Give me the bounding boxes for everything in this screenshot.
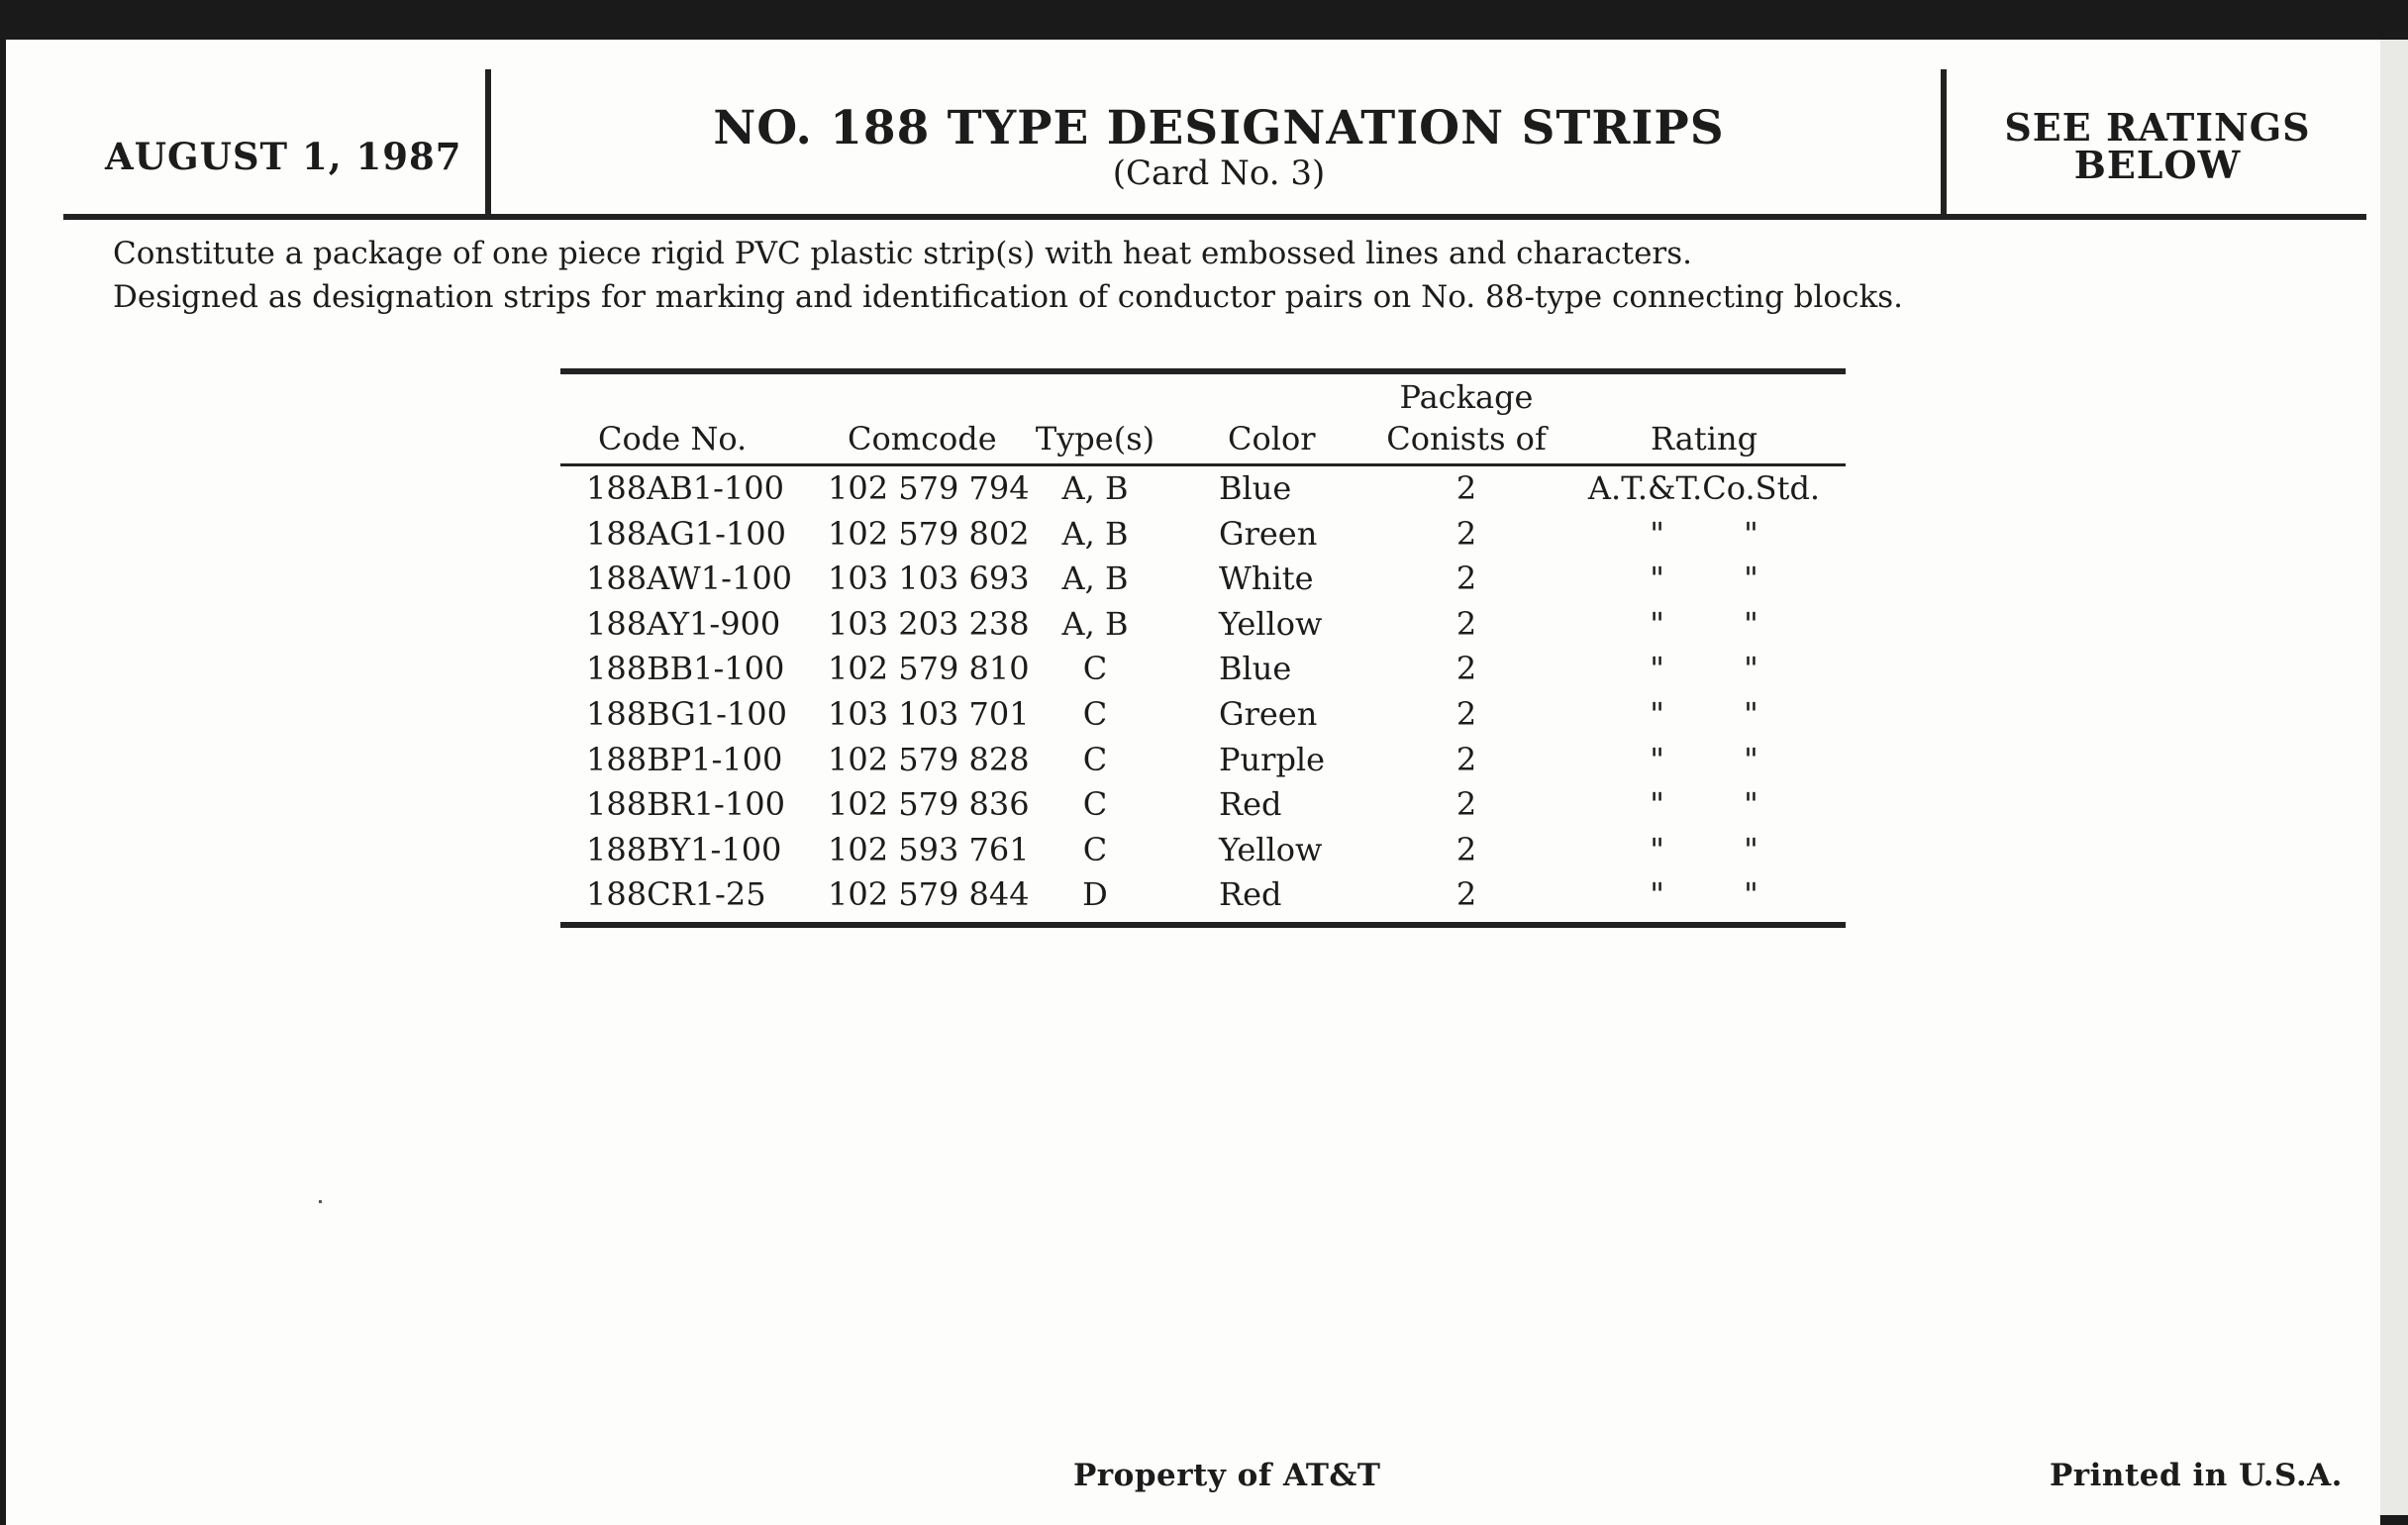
footer-printed: Printed in U.S.A. bbox=[2050, 1458, 2343, 1493]
cell-rating: " " bbox=[1650, 830, 1758, 868]
card-date: AUGUST 1, 1987 bbox=[105, 135, 462, 178]
cell-comcode: 102 579 794 bbox=[828, 469, 1030, 507]
cell-comcode: 103 103 701 bbox=[828, 694, 1030, 733]
cell-package: 2 bbox=[1455, 650, 1477, 688]
cell-color: Blue bbox=[1219, 469, 1292, 507]
intro-text bbox=[113, 232, 1903, 319]
cell-code: 188CR1-25 bbox=[586, 875, 766, 914]
speck-mark bbox=[319, 1200, 322, 1203]
card-subtitle: (Card No. 3) bbox=[1112, 153, 1326, 193]
catalog-card bbox=[6, 40, 2380, 1525]
cell-rating: " " bbox=[1650, 604, 1758, 643]
cell-types: A, B bbox=[1061, 469, 1129, 507]
cell-package: 2 bbox=[1455, 740, 1477, 778]
cell-comcode: 102 593 761 bbox=[828, 830, 1030, 868]
cell-rating: " " bbox=[1650, 785, 1758, 824]
header-rule bbox=[63, 214, 2366, 220]
card-edge bbox=[2380, 40, 2408, 1515]
ratings-note-line1: SEE RATINGS bbox=[2004, 105, 2311, 150]
cell-package: 2 bbox=[1455, 604, 1477, 643]
cell-code: 188AG1-100 bbox=[586, 514, 786, 553]
cell-code: 188AB1-100 bbox=[586, 469, 784, 507]
cell-types: C bbox=[1082, 650, 1108, 688]
table-header bbox=[560, 374, 1846, 463]
cell-rating: " " bbox=[1650, 875, 1758, 914]
intro-line-1: Constitute a package of one piece rigid PVC plastic strip(s) with heat embossed lines and characters. bbox=[113, 236, 1693, 271]
cell-rating: A.T.&T.Co.Std. bbox=[1587, 469, 1821, 507]
header-rating: Rating bbox=[1650, 420, 1758, 458]
cell-package: 2 bbox=[1455, 830, 1477, 868]
cell-comcode: 103 203 238 bbox=[828, 604, 1030, 643]
cell-color: Red bbox=[1219, 785, 1282, 824]
header-types: Type(s) bbox=[1035, 420, 1155, 458]
table-body bbox=[560, 466, 1846, 918]
cell-package: 2 bbox=[1455, 514, 1477, 553]
cell-code: 188AW1-100 bbox=[586, 559, 793, 598]
cell-color: Red bbox=[1219, 875, 1282, 914]
cell-package: 2 bbox=[1455, 469, 1477, 507]
cell-types: D bbox=[1082, 875, 1108, 914]
cell-color: Yellow bbox=[1219, 604, 1323, 643]
cell-color: Purple bbox=[1219, 740, 1326, 778]
table-bottom-rule bbox=[560, 922, 1846, 928]
cell-code: 188BB1-100 bbox=[586, 650, 785, 688]
table-row bbox=[560, 602, 1846, 648]
cell-code: 188AY1-900 bbox=[586, 604, 781, 643]
cell-rating: " " bbox=[1650, 650, 1758, 688]
cell-rating: " " bbox=[1650, 559, 1758, 598]
cell-comcode: 102 579 802 bbox=[828, 514, 1030, 553]
cell-code: 188BR1-100 bbox=[586, 785, 785, 824]
cell-types: A, B bbox=[1061, 514, 1129, 553]
ratings-note-line2: BELOW bbox=[2073, 143, 2242, 187]
cell-color: Green bbox=[1219, 514, 1318, 553]
cell-package: 2 bbox=[1455, 875, 1477, 914]
cell-types: C bbox=[1082, 694, 1108, 733]
header-package-line1: Package bbox=[1399, 378, 1534, 416]
cell-types: C bbox=[1082, 785, 1108, 824]
table-row bbox=[560, 828, 1846, 873]
intro-line-2: Designed as designation strips for marking and identification of conductor pairs on No. 88-type connecting blocks. bbox=[113, 279, 1903, 315]
cell-code: 188BY1-100 bbox=[586, 830, 782, 868]
cell-comcode: 102 579 844 bbox=[828, 875, 1030, 914]
cell-types: C bbox=[1082, 830, 1108, 868]
cell-rating: " " bbox=[1650, 694, 1758, 733]
cell-package: 2 bbox=[1455, 559, 1477, 598]
table-row bbox=[560, 738, 1846, 783]
cell-types: C bbox=[1082, 740, 1108, 778]
header-code: Code No. bbox=[598, 420, 748, 458]
cell-comcode: 102 579 828 bbox=[828, 740, 1030, 778]
cell-rating: " " bbox=[1650, 740, 1758, 778]
card-title: NO. 188 TYPE DESIGNATION STRIPS bbox=[713, 101, 1725, 155]
cell-comcode: 103 103 693 bbox=[828, 559, 1030, 598]
table-row bbox=[560, 692, 1846, 738]
table-row bbox=[560, 782, 1846, 828]
table-row bbox=[560, 872, 1846, 918]
cell-color: White bbox=[1219, 559, 1314, 598]
cell-comcode: 102 579 810 bbox=[828, 650, 1030, 688]
table-row bbox=[560, 557, 1846, 602]
cell-package: 2 bbox=[1455, 694, 1477, 733]
header-comcode: Comcode bbox=[848, 420, 997, 458]
cell-types: A, B bbox=[1061, 604, 1129, 643]
cell-code: 188BP1-100 bbox=[586, 740, 783, 778]
cell-color: Blue bbox=[1219, 650, 1292, 688]
cell-rating: " " bbox=[1650, 514, 1758, 553]
cell-types: A, B bbox=[1061, 559, 1129, 598]
designation-strips-table bbox=[560, 368, 1846, 928]
footer-property: Property of AT&T bbox=[1073, 1458, 1381, 1493]
header-package-line2: Conists of bbox=[1386, 420, 1547, 458]
cell-code: 188BG1-100 bbox=[586, 694, 787, 733]
cell-color: Yellow bbox=[1219, 830, 1323, 868]
ratings-note bbox=[1955, 105, 2360, 187]
header-color: Color bbox=[1228, 420, 1316, 458]
cell-package: 2 bbox=[1455, 785, 1477, 824]
table-row bbox=[560, 512, 1846, 558]
table-row bbox=[560, 466, 1846, 512]
table-row bbox=[560, 647, 1846, 692]
cell-comcode: 102 579 836 bbox=[828, 785, 1030, 824]
cell-color: Green bbox=[1219, 694, 1318, 733]
